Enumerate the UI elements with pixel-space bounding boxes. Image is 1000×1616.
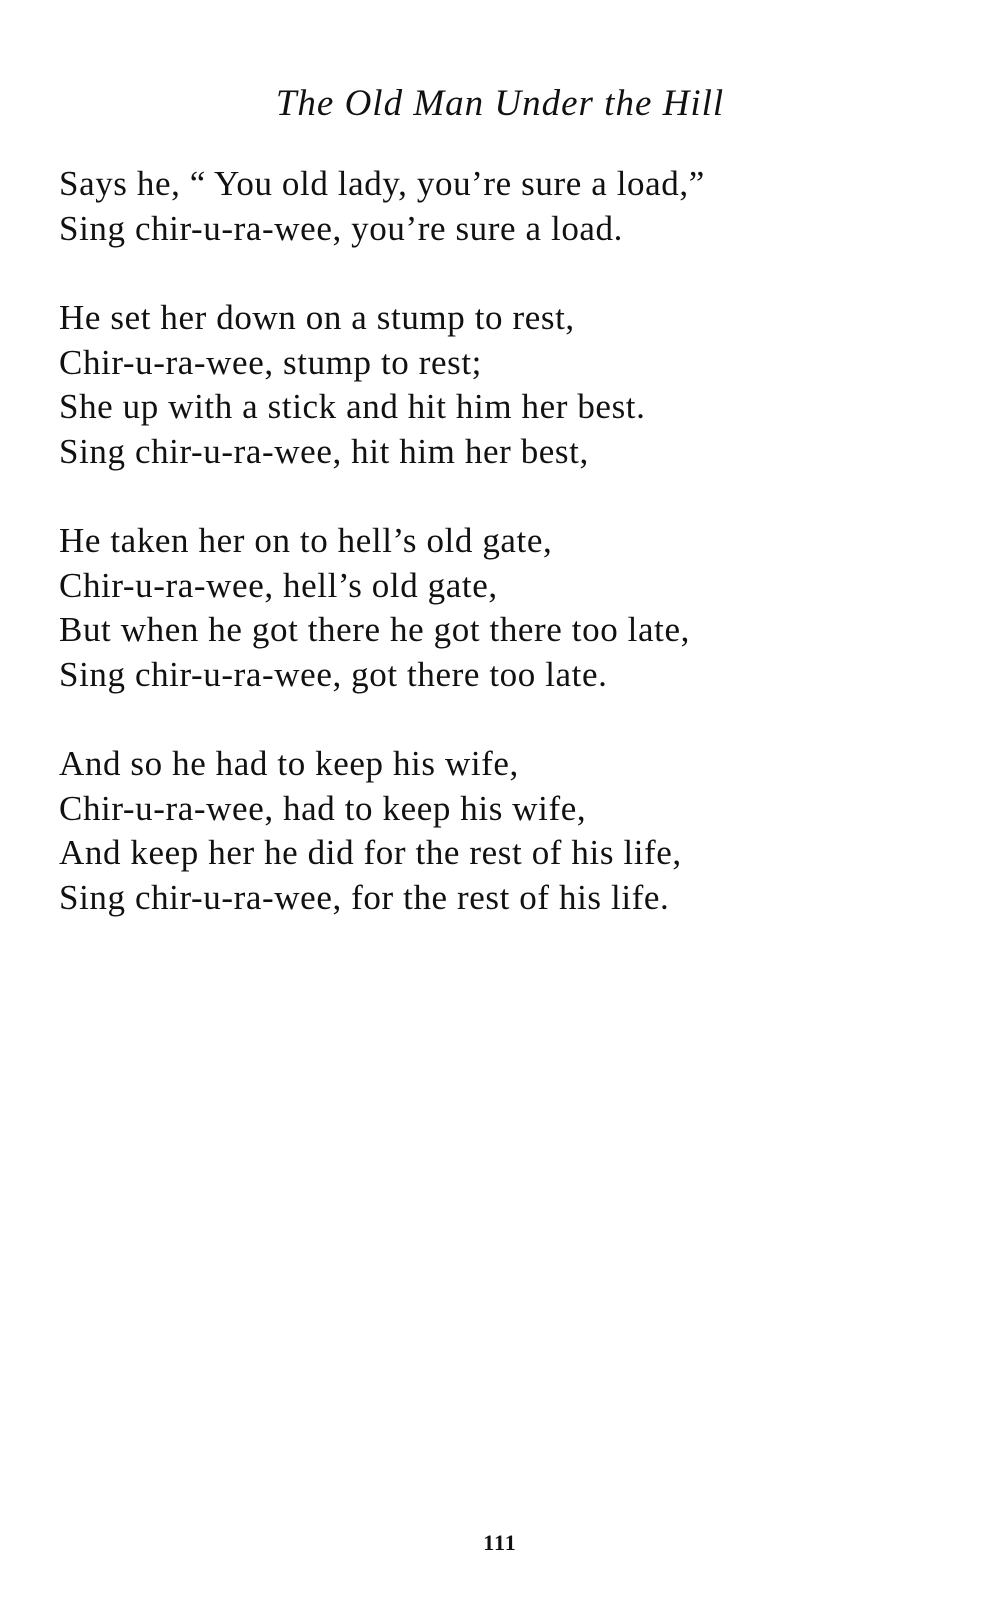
verse-line: Sing chir-u-ra-wee, hit him her best, — [59, 431, 589, 471]
poem — [59, 162, 959, 965]
running-title: The Old Man Under the Hill — [275, 83, 725, 124]
verse-line: Sing chir-u-ra-wee, for the rest of his life. — [59, 877, 670, 917]
verse-line: Chir-u-ra-wee, stump to rest; — [59, 342, 482, 382]
verse-line: He set her down on a stump to rest, — [59, 298, 575, 337]
stanza — [59, 296, 959, 474]
stanza — [59, 742, 959, 920]
page-number: 111 — [483, 1530, 517, 1555]
stanza — [59, 162, 959, 251]
verse-line: She up with a stick and hit him her best. — [59, 387, 646, 426]
verse-line: But when he got there he got there too late, — [59, 610, 690, 649]
verse-line: Says he, “ You old lady, you’re sure a load,” — [59, 164, 705, 203]
verse-line: Chir-u-ra-wee, had to keep his wife, — [59, 788, 587, 828]
verse-line: Sing chir-u-ra-wee, got there too late. — [59, 654, 608, 694]
verse-line: And so he had to keep his wife, — [59, 744, 519, 783]
stanza — [59, 519, 959, 697]
verse-line: Sing chir-u-ra-wee, you’re sure a load. — [59, 208, 624, 248]
verse-line: He taken her on to hell’s old gate, — [59, 521, 553, 560]
verse-line: And keep her he did for the rest of his life, — [59, 833, 682, 872]
verse-line: Chir-u-ra-wee, hell’s old gate, — [59, 565, 498, 605]
